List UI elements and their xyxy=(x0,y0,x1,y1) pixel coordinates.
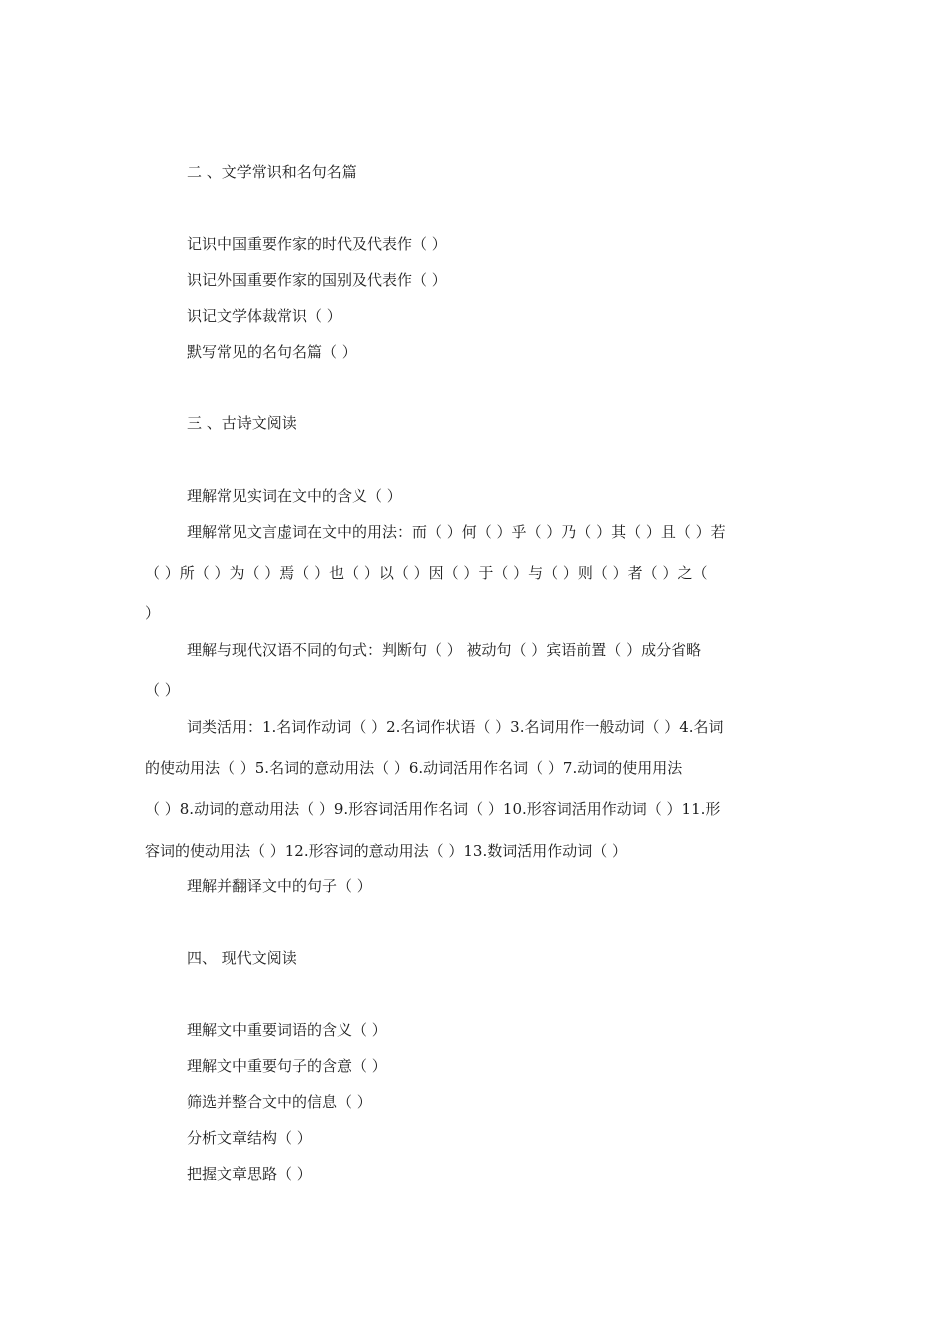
paragraph-line: 的使动用法（ ）5.名词的意动用法（ ）6.动词活用作名词（ ）7.动词的使用用法 xyxy=(145,759,683,777)
list-item: 理解文中重要句子的含意（ ） xyxy=(187,1057,387,1075)
list-item: 理解常见实词在文中的含义（ ） xyxy=(187,487,402,505)
section-heading-classical: 三 、古诗文阅读 xyxy=(187,414,297,432)
paragraph-line: （ ）所（ ）为（ ）焉（ ）也（ ）以（ ）因（ ）于（ ）与（ ）则（ ）者（ ）之（ xyxy=(145,564,708,582)
section-heading-literature: 二 、文学常识和名句名篇 xyxy=(187,163,357,181)
paragraph-line: 理解与现代汉语不同的句式：判断句（ ） 被动句（ ）宾语前置（ ）成分省略 xyxy=(187,641,702,659)
paragraph-line: 容词的使动用法（ ）12.形容词的意动用法（ ）13.数词活用作动词（ ） xyxy=(145,842,628,860)
paragraph-line: 理解常见文言虚词在文中的用法：而（ ）何（ ）乎（ ）乃（ ）其（ ）且（ ）若 xyxy=(187,523,726,541)
list-item: 识记文学体裁常识（ ） xyxy=(187,307,342,325)
list-item: 分析文章结构（ ） xyxy=(187,1129,312,1147)
paragraph-line: （ ） xyxy=(145,681,180,699)
paragraph-line: ） xyxy=(145,604,161,622)
list-item: 识记外国重要作家的国别及代表作（ ） xyxy=(187,271,447,289)
paragraph-line: 词类活用：1.名词作动词（ ）2.名词作状语（ ）3.名词用作一般动词（ ）4.名词 xyxy=(187,718,724,736)
paragraph-line: （ ）8.动词的意动用法（ ）9.形容词活用作名词（ ）10.形容词活用作动词（ ）11.形 xyxy=(145,800,721,818)
section-heading-modern: 四、 现代文阅读 xyxy=(187,949,297,967)
list-item: 理解文中重要词语的含义（ ） xyxy=(187,1021,387,1039)
list-item: 理解并翻译文中的句子（ ） xyxy=(187,877,372,895)
list-item: 默写常见的名句名篇（ ） xyxy=(187,343,357,361)
list-item: 记识中国重要作家的时代及代表作（ ） xyxy=(187,235,447,253)
list-item: 筛选并整合文中的信息（ ） xyxy=(187,1093,372,1111)
list-item: 把握文章思路（ ） xyxy=(187,1165,312,1183)
